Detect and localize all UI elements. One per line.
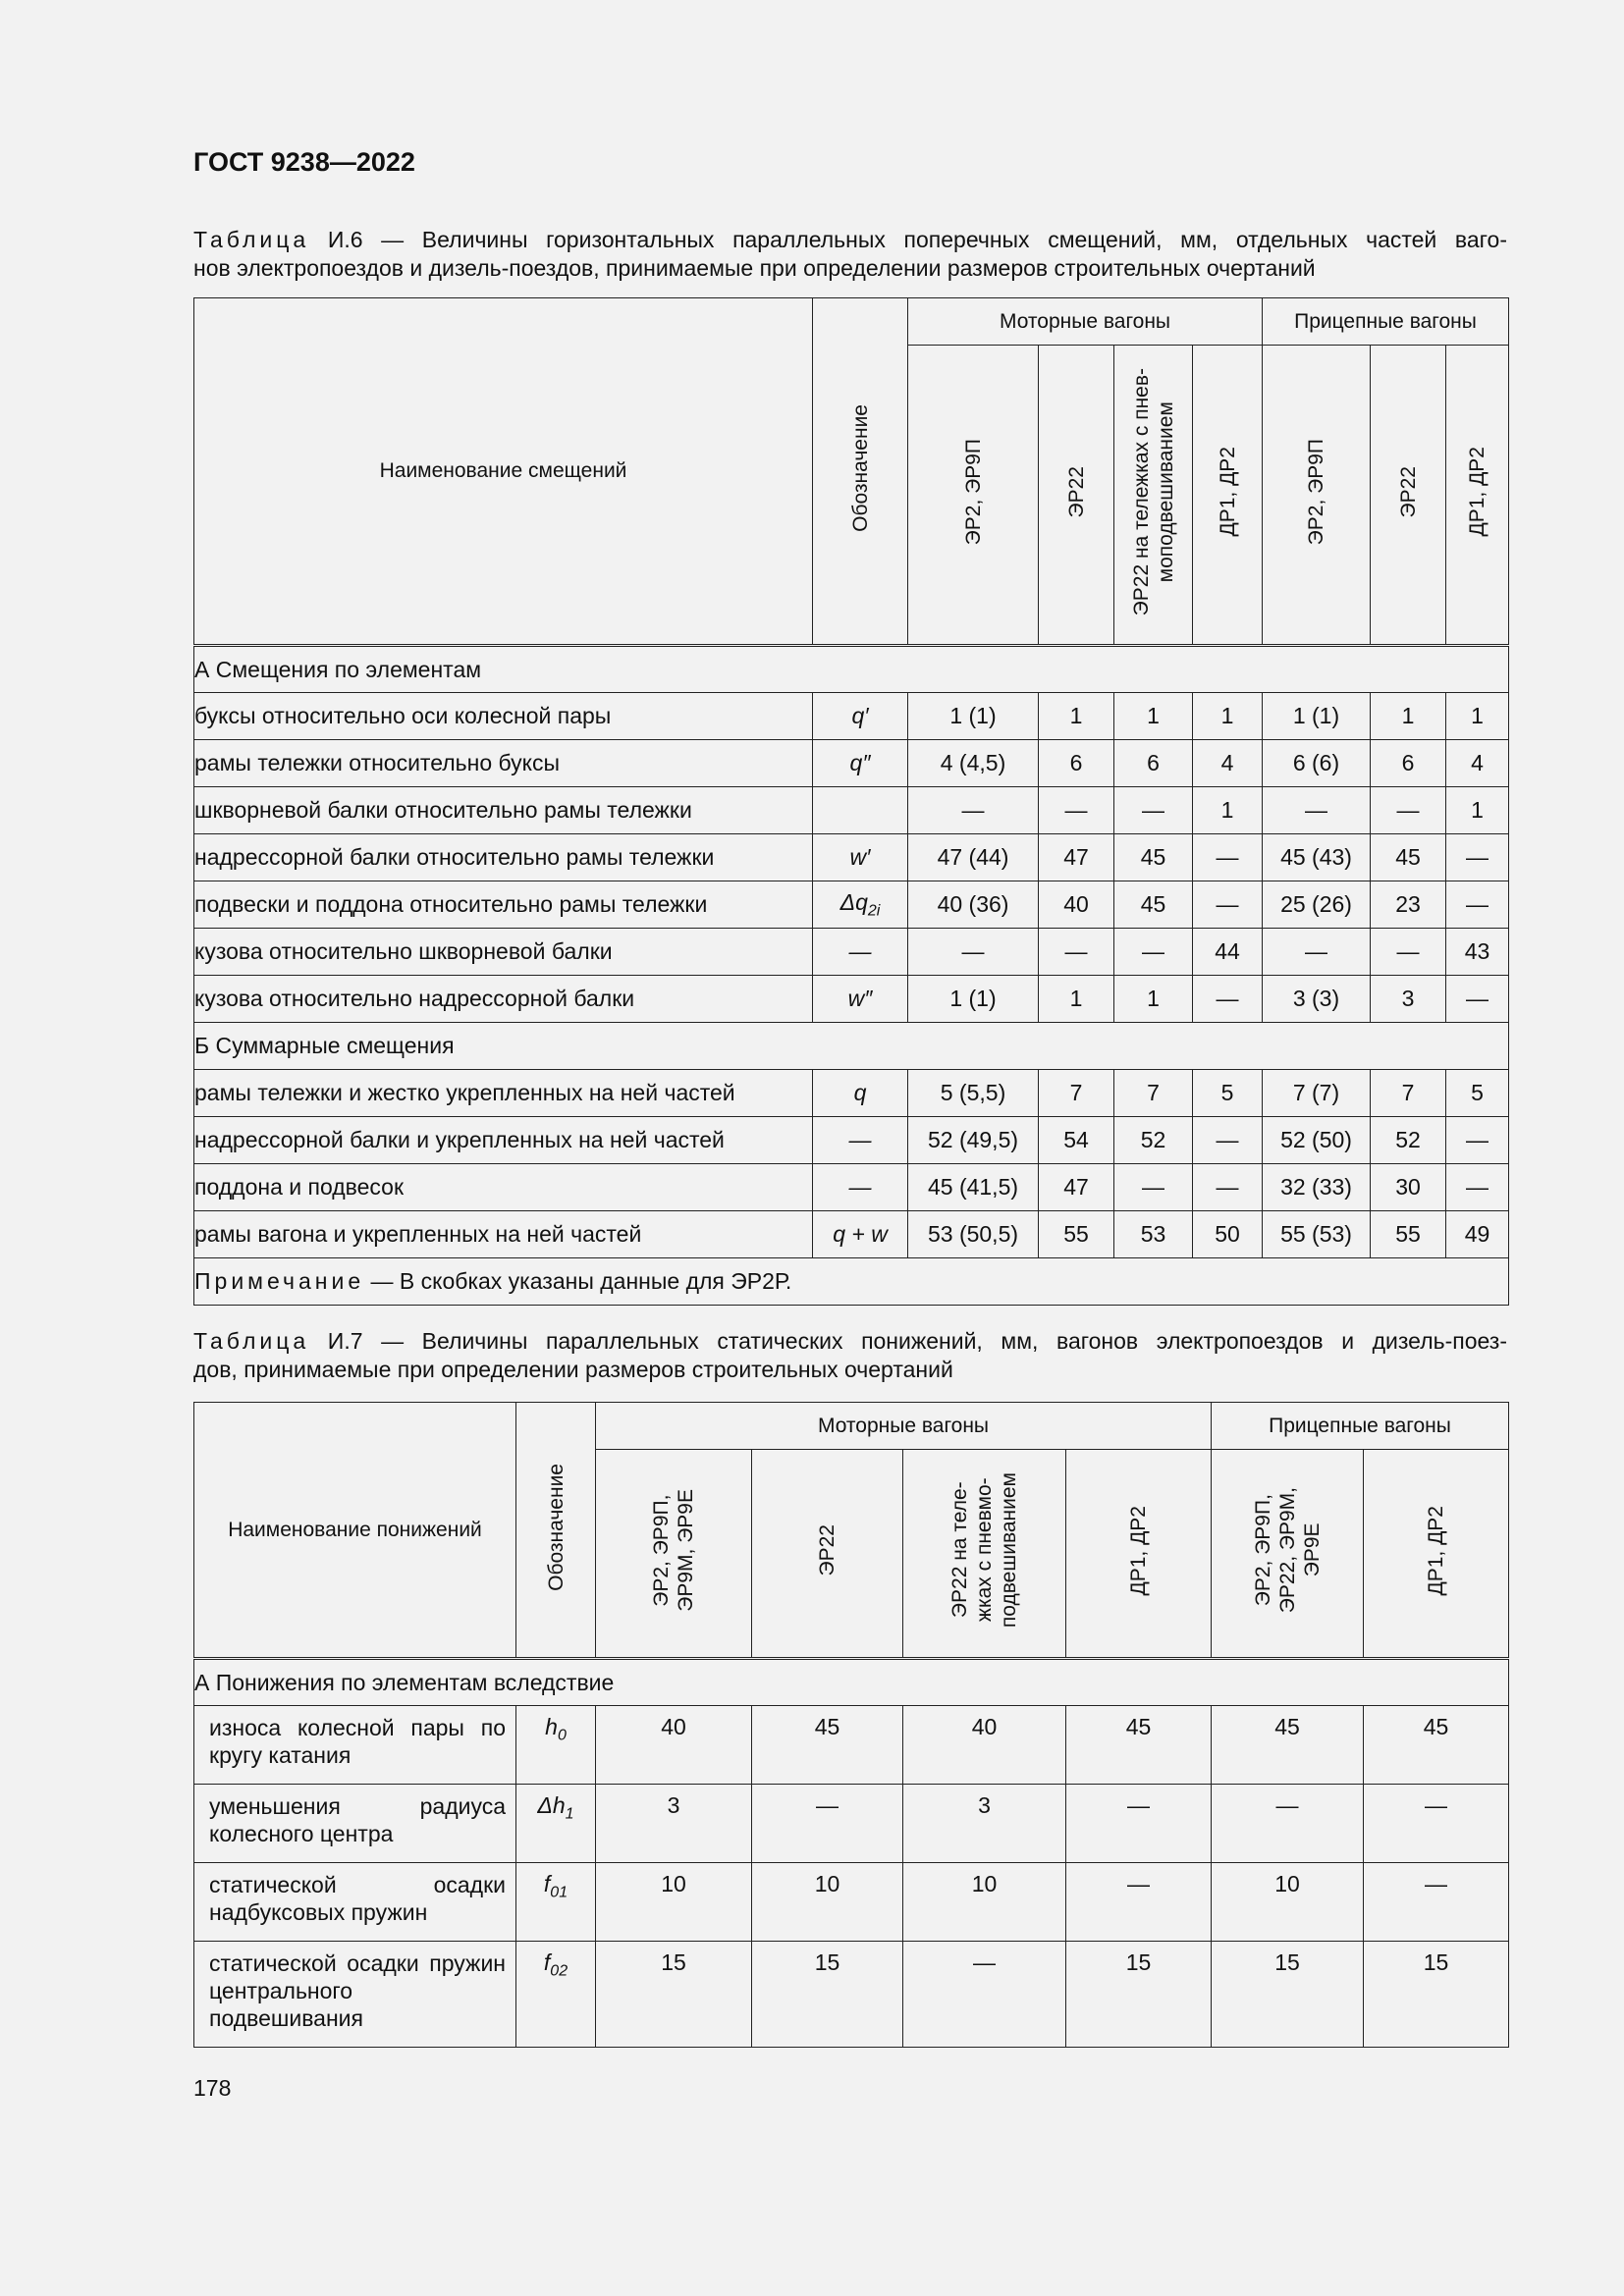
row-value: 45 (1066, 1706, 1212, 1785)
row-symbol: w′ (813, 834, 908, 881)
row-value: — (1364, 1863, 1509, 1942)
row-value: — (1193, 1117, 1263, 1164)
row-value: 54 (1039, 1117, 1114, 1164)
table1-trailer-col-header: ЭР2, ЭР9П (1263, 346, 1371, 646)
row-value: 49 (1446, 1211, 1509, 1258)
row-value: 5 (1193, 1070, 1263, 1117)
table2-col-symbol-header: Обозначение (516, 1403, 596, 1659)
table-row (194, 1863, 1509, 1942)
row-value: 47 (1039, 834, 1114, 881)
table-row (194, 787, 1509, 834)
table2-motor-col-header: ЭР22 (752, 1450, 903, 1659)
row-value: — (1114, 929, 1193, 976)
row-value: — (1263, 787, 1371, 834)
row-name: статической осадки надбуксовых пружин (194, 1863, 516, 1942)
row-value: 30 (1371, 1164, 1446, 1211)
row-symbol: q″ (813, 740, 908, 787)
table2-trailer-col-header: ЭР2, ЭР9П, ЭР22, ЭР9М, ЭР9Е (1212, 1450, 1364, 1659)
row-value: — (1446, 976, 1509, 1023)
row-symbol: $h_0$ (516, 1706, 596, 1785)
row-value: 53 (1114, 1211, 1193, 1258)
table-row (194, 1785, 1509, 1863)
row-value: 1 (1) (908, 976, 1039, 1023)
row-value: 15 (1212, 1942, 1364, 2048)
row-value: — (1371, 929, 1446, 976)
table2-group-trailer: Прицепные вагоны (1212, 1403, 1509, 1450)
row-value: 45 (1114, 881, 1193, 929)
row-name: рамы тележки относительно буксы (194, 740, 813, 787)
row-name: рамы вагона и укрепленных на ней частей (194, 1211, 813, 1258)
row-value: 4 (4,5) (908, 740, 1039, 787)
row-value: 40 (36) (908, 881, 1039, 929)
row-value: 52 (49,5) (908, 1117, 1039, 1164)
table1-note (194, 1258, 1509, 1306)
row-value: 44 (1193, 929, 1263, 976)
row-value: 5 (5,5) (908, 1070, 1039, 1117)
row-value: — (1212, 1785, 1364, 1863)
row-symbol: — (813, 1164, 908, 1211)
row-value: 10 (752, 1863, 903, 1942)
row-value: 1 (1039, 693, 1114, 740)
table1-motor-col-header: ЭР22 на тележках с пнев- моподвешиванием (1114, 346, 1193, 646)
table-row (194, 1211, 1509, 1258)
row-value: — (1193, 834, 1263, 881)
row-value: 15 (752, 1942, 903, 2048)
row-value: — (1114, 787, 1193, 834)
row-value: — (1371, 787, 1446, 834)
row-value: 6 (1039, 740, 1114, 787)
section-a-row (194, 1659, 1509, 1706)
row-value: — (908, 929, 1039, 976)
section-a-label: А Понижения по элементам вследствие (194, 1659, 1509, 1706)
row-value: 1 (1114, 693, 1193, 740)
row-value: — (1039, 787, 1114, 834)
row-value: 45 (1364, 1706, 1509, 1785)
row-value: — (1193, 976, 1263, 1023)
document-header: ГОСТ 9238—2022 (193, 147, 415, 177)
row-value: — (1446, 834, 1509, 881)
table1-motor-col-header: ДР1, ДР2 (1193, 346, 1263, 646)
row-name: кузова относительно надрессорной балки (194, 976, 813, 1023)
row-value: 1 (1371, 693, 1446, 740)
page-number: 178 (193, 2075, 232, 2101)
row-symbol: — (813, 1117, 908, 1164)
row-value: — (1263, 929, 1371, 976)
table2-trailer-col-header: ДР1, ДР2 (1364, 1450, 1509, 1659)
row-value: — (1193, 881, 1263, 929)
row-symbol (813, 787, 908, 834)
table2-motor-col-header: ЭР2, ЭР9П, ЭР9М, ЭР9Е (596, 1450, 752, 1659)
section-b-label: Б Суммарные смещения (194, 1023, 1509, 1070)
row-value: 55 (1039, 1211, 1114, 1258)
table1-motor-col-header: ЭР22 (1039, 346, 1114, 646)
row-value: 50 (1193, 1211, 1263, 1258)
table-row (194, 881, 1509, 929)
table2-col-name-header: Наименование понижений (194, 1403, 516, 1659)
row-value: 1 (1446, 787, 1509, 834)
row-value: 55 (53) (1263, 1211, 1371, 1258)
note-text: — В скобках указаны данные для ЭР2Р. (364, 1268, 792, 1294)
row-symbol: $f_{02}$ (516, 1942, 596, 2048)
table-row (194, 693, 1509, 740)
row-name: подвески и поддона относительно рамы тележки (194, 881, 813, 929)
row-value: 10 (903, 1863, 1066, 1942)
row-value: — (1066, 1863, 1212, 1942)
table1-trailer-col-header: ЭР22 (1371, 346, 1446, 646)
table-row (194, 1070, 1509, 1117)
table1-group-trailer: Прицепные вагоны (1263, 298, 1509, 346)
row-value: 45 (1212, 1706, 1364, 1785)
row-value: 4 (1193, 740, 1263, 787)
row-value: 55 (1371, 1211, 1446, 1258)
row-value: 45 (41,5) (908, 1164, 1039, 1211)
table2-motor-col-header: ДР1, ДР2 (1066, 1450, 1212, 1659)
note-row (194, 1258, 1509, 1306)
table2-caption (193, 1327, 1507, 1384)
table1-group-motor: Моторные вагоны (908, 298, 1263, 346)
table1-col-symbol-header: Обозначение (813, 298, 908, 646)
row-value: 10 (596, 1863, 752, 1942)
row-value: 1 (1) (908, 693, 1039, 740)
row-value: — (752, 1785, 903, 1863)
row-symbol: $f_{01}$ (516, 1863, 596, 1942)
row-value: 53 (50,5) (908, 1211, 1039, 1258)
row-name: износа колесной пары по кругу катания (194, 1706, 516, 1785)
row-symbol: q + w (813, 1211, 908, 1258)
row-name: кузова относительно шкворневой балки (194, 929, 813, 976)
row-value: 7 (7) (1263, 1070, 1371, 1117)
table1-caption (193, 226, 1507, 283)
row-name: надрессорной балки и укрепленных на ней частей (194, 1117, 813, 1164)
row-value: 6 (1371, 740, 1446, 787)
row-value: 5 (1446, 1070, 1509, 1117)
row-symbol: q′ (813, 693, 908, 740)
row-value: 1 (1446, 693, 1509, 740)
row-value: 45 (1371, 834, 1446, 881)
row-value: 43 (1446, 929, 1509, 976)
row-value: 47 (44) (908, 834, 1039, 881)
row-name: рамы тележки и жестко укрепленных на ней частей (194, 1070, 813, 1117)
row-value: — (903, 1942, 1066, 2048)
row-symbol: $\Delta q_{2i}$ (813, 881, 908, 929)
row-value: 45 (43) (1263, 834, 1371, 881)
row-symbol: $\Delta h_1$ (516, 1785, 596, 1863)
table-row (194, 976, 1509, 1023)
row-value: — (1446, 1117, 1509, 1164)
table1-caption-line1: И.6 — Величины горизонтальных параллельных поперечных смещений, мм, отдельных частей ваго- (327, 227, 1507, 252)
row-value: 1 (1193, 787, 1263, 834)
table-row (194, 1942, 1509, 2048)
row-value: 40 (596, 1706, 752, 1785)
row-value: 7 (1039, 1070, 1114, 1117)
row-value: — (1039, 929, 1114, 976)
row-value: 1 (1114, 976, 1193, 1023)
row-value: — (908, 787, 1039, 834)
row-value: — (1364, 1785, 1509, 1863)
table1 (193, 297, 1509, 1306)
table2-caption-label: Таблица (193, 1328, 310, 1354)
table1-col-name-header: Наименование смещений (194, 298, 813, 646)
row-value: — (1114, 1164, 1193, 1211)
section-b-row (194, 1023, 1509, 1070)
row-value: 3 (903, 1785, 1066, 1863)
row-value: — (1066, 1785, 1212, 1863)
row-value: 23 (1371, 881, 1446, 929)
row-value: 3 (1371, 976, 1446, 1023)
row-value: — (1446, 881, 1509, 929)
row-name: буксы относительно оси колесной пары (194, 693, 813, 740)
table-row (194, 1117, 1509, 1164)
row-value: 15 (1364, 1942, 1509, 2048)
row-value: 4 (1446, 740, 1509, 787)
row-value: — (1446, 1164, 1509, 1211)
row-value: 52 (1114, 1117, 1193, 1164)
table-row (194, 1706, 1509, 1785)
row-value: 15 (1066, 1942, 1212, 2048)
row-value: 47 (1039, 1164, 1114, 1211)
row-symbol: q (813, 1070, 908, 1117)
row-symbol: — (813, 929, 908, 976)
row-name: статической осадки пружин центрального подвешивания (194, 1942, 516, 2048)
row-name: поддона и подвесок (194, 1164, 813, 1211)
row-value: 3 (596, 1785, 752, 1863)
row-value: 3 (3) (1263, 976, 1371, 1023)
row-value: 1 (1193, 693, 1263, 740)
row-value: 52 (50) (1263, 1117, 1371, 1164)
row-value: 15 (596, 1942, 752, 2048)
table2-group-motor: Моторные вагоны (596, 1403, 1212, 1450)
table2 (193, 1402, 1509, 2048)
row-value: 7 (1114, 1070, 1193, 1117)
row-value: 6 (1114, 740, 1193, 787)
row-value: 32 (33) (1263, 1164, 1371, 1211)
row-name: шкворневой балки относительно рамы тележки (194, 787, 813, 834)
row-value: 7 (1371, 1070, 1446, 1117)
table-row (194, 740, 1509, 787)
row-symbol: w″ (813, 976, 908, 1023)
table1-motor-col-header: ЭР2, ЭР9П (908, 346, 1039, 646)
row-value: 1 (1) (1263, 693, 1371, 740)
row-value: 10 (1212, 1863, 1364, 1942)
table2-caption-line1: И.7 — Величины параллельных статических понижений, мм, вагонов электропоездов и дизель-поез- (327, 1328, 1508, 1354)
row-name: уменьшения радиуса колесного центра (194, 1785, 516, 1863)
table1-caption-line2: нов электропоездов и дизель-поездов, принимаемые при определении размеров строительных очертаний (193, 255, 1316, 281)
table-row (194, 834, 1509, 881)
row-value: 25 (26) (1263, 881, 1371, 929)
note-label: Примечание (194, 1268, 365, 1294)
row-value: 45 (752, 1706, 903, 1785)
row-name: надрессорной балки относительно рамы тележки (194, 834, 813, 881)
row-value: 1 (1039, 976, 1114, 1023)
table2-caption-line2: дов, принимаемые при определении размеров строительных очертаний (193, 1357, 953, 1382)
section-a-row (194, 646, 1509, 693)
row-value: 52 (1371, 1117, 1446, 1164)
row-value: 45 (1114, 834, 1193, 881)
table1-trailer-col-header: ДР1, ДР2 (1446, 346, 1509, 646)
row-value: 6 (6) (1263, 740, 1371, 787)
row-value: — (1193, 1164, 1263, 1211)
row-value: 40 (903, 1706, 1066, 1785)
table-row (194, 929, 1509, 976)
table-row (194, 1164, 1509, 1211)
table1-caption-label: Таблица (193, 227, 310, 252)
row-value: 40 (1039, 881, 1114, 929)
table2-motor-col-header: ЭР22 на теле- жках с пневмо- подвешиванием (903, 1450, 1066, 1659)
section-a-row-label: А Смещения по элементам (194, 646, 1509, 693)
